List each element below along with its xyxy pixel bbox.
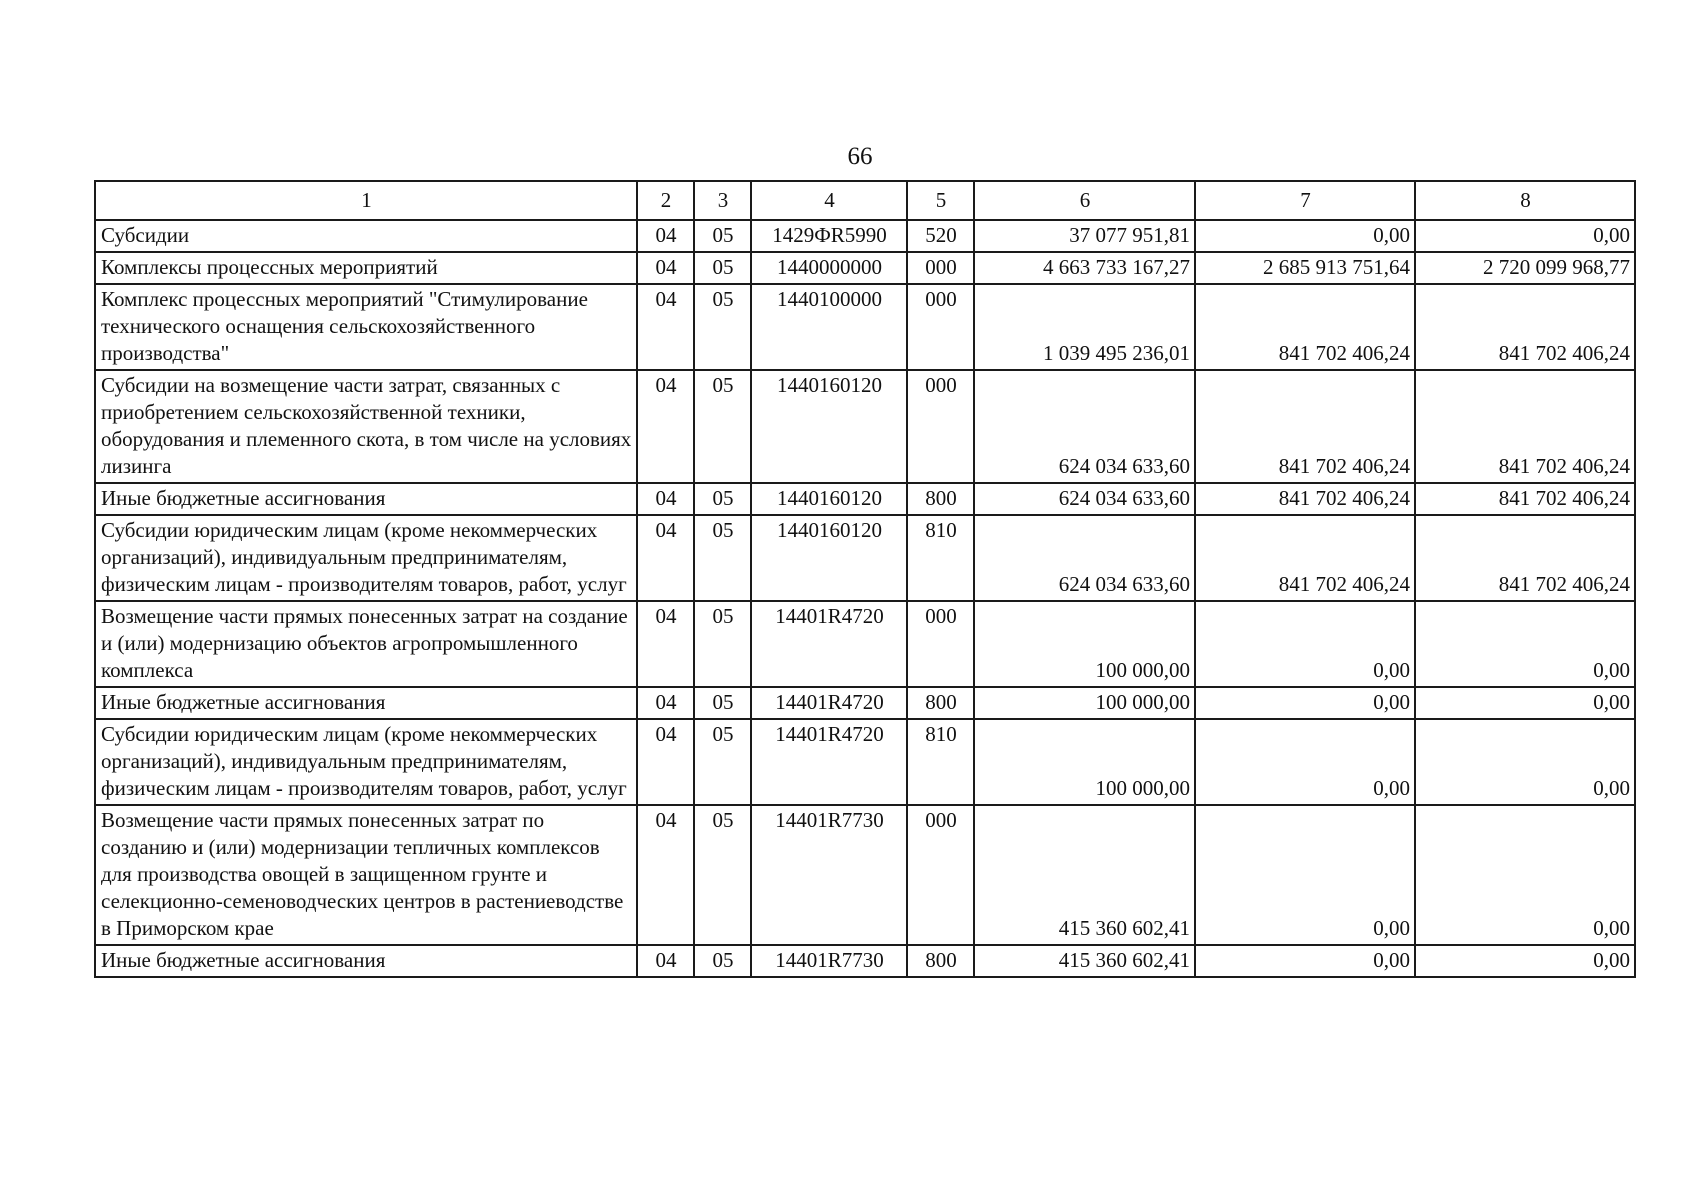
expense-type-code: 000 [907, 284, 974, 370]
amount-col7: 841 702 406,24 [1195, 284, 1415, 370]
amount-col8: 0,00 [1415, 945, 1635, 977]
section-code: 04 [637, 284, 694, 370]
expense-type-code: 800 [907, 483, 974, 515]
amount-col7: 841 702 406,24 [1195, 370, 1415, 483]
row-name: Субсидии юридическим лицам (кроме некоммерческих организаций), индивидуальным предпринимателям, физическим лицам - производителям товаров, работ, услуг [95, 515, 637, 601]
subsection-code: 05 [694, 284, 751, 370]
amount-col8: 0,00 [1415, 601, 1635, 687]
table-row [95, 601, 1635, 687]
section-code: 04 [637, 601, 694, 687]
expense-type-code: 000 [907, 601, 974, 687]
section-code: 04 [637, 515, 694, 601]
subsection-code: 05 [694, 252, 751, 284]
row-name: Возмещение части прямых понесенных затрат по созданию и (или) модернизации тепличных комплексов для производства овощей в защищенном грунте и селекционно-семеноводческих центров в растениеводстве в Приморском крае [95, 805, 637, 945]
amount-col7: 0,00 [1195, 220, 1415, 252]
row-name: Комплексы процессных мероприятий [95, 252, 637, 284]
subsection-code: 05 [694, 220, 751, 252]
amount-col7: 2 685 913 751,64 [1195, 252, 1415, 284]
table-row [95, 252, 1635, 284]
amount-col6: 100 000,00 [974, 601, 1195, 687]
amount-col8: 0,00 [1415, 687, 1635, 719]
target-article-code: 14401R4720 [751, 687, 907, 719]
column-header: 8 [1415, 181, 1635, 220]
expense-type-code: 810 [907, 719, 974, 805]
subsection-code: 05 [694, 483, 751, 515]
expense-type-code: 000 [907, 252, 974, 284]
row-name: Субсидии на возмещение части затрат, связанных с приобретением сельскохозяйственной техники, оборудования и племенного скота, в том числе на условиях лизинга [95, 370, 637, 483]
subsection-code: 05 [694, 370, 751, 483]
subsection-code: 05 [694, 515, 751, 601]
section-code: 04 [637, 370, 694, 483]
amount-col8: 0,00 [1415, 719, 1635, 805]
section-code: 04 [637, 252, 694, 284]
table-row [95, 805, 1635, 945]
column-header: 4 [751, 181, 907, 220]
column-header: 3 [694, 181, 751, 220]
amount-col6: 4 663 733 167,27 [974, 252, 1195, 284]
target-article-code: 1440160120 [751, 515, 907, 601]
column-header: 6 [974, 181, 1195, 220]
budget-table [94, 180, 1636, 978]
amount-col6: 415 360 602,41 [974, 945, 1195, 977]
amount-col8: 0,00 [1415, 220, 1635, 252]
row-name: Комплекс процессных мероприятий "Стимулирование технического оснащения сельскохозяйственного производства" [95, 284, 637, 370]
row-name: Субсидии [95, 220, 637, 252]
expense-type-code: 000 [907, 805, 974, 945]
row-name: Возмещение части прямых понесенных затрат на создание и (или) модернизацию объектов агропромышленного комплекса [95, 601, 637, 687]
amount-col7: 0,00 [1195, 805, 1415, 945]
table-row [95, 483, 1635, 515]
amount-col6: 100 000,00 [974, 719, 1195, 805]
amount-col7: 841 702 406,24 [1195, 483, 1415, 515]
subsection-code: 05 [694, 719, 751, 805]
table-row [95, 515, 1635, 601]
table-row [95, 687, 1635, 719]
amount-col8: 2 720 099 968,77 [1415, 252, 1635, 284]
table-row [95, 284, 1635, 370]
page-number: 66 [847, 143, 873, 170]
section-code: 04 [637, 945, 694, 977]
expense-type-code: 000 [907, 370, 974, 483]
subsection-code: 05 [694, 945, 751, 977]
amount-col8: 841 702 406,24 [1415, 284, 1635, 370]
amount-col8: 841 702 406,24 [1415, 515, 1635, 601]
expense-type-code: 800 [907, 687, 974, 719]
table-row [95, 220, 1635, 252]
subsection-code: 05 [694, 601, 751, 687]
table-row [95, 945, 1635, 977]
amount-col7: 0,00 [1195, 945, 1415, 977]
table-row [95, 719, 1635, 805]
amount-col6: 100 000,00 [974, 687, 1195, 719]
row-name: Субсидии юридическим лицам (кроме некоммерческих организаций), индивидуальным предпринимателям, физическим лицам - производителям товаров, работ, услуг [95, 719, 637, 805]
subsection-code: 05 [694, 687, 751, 719]
amount-col8: 841 702 406,24 [1415, 370, 1635, 483]
section-code: 04 [637, 483, 694, 515]
target-article-code: 14401R4720 [751, 601, 907, 687]
target-article-code: 1440100000 [751, 284, 907, 370]
column-header: 2 [637, 181, 694, 220]
section-code: 04 [637, 805, 694, 945]
amount-col6: 37 077 951,81 [974, 220, 1195, 252]
amount-col6: 624 034 633,60 [974, 515, 1195, 601]
amount-col6: 1 039 495 236,01 [974, 284, 1195, 370]
amount-col7: 0,00 [1195, 719, 1415, 805]
target-article-code: 14401R4720 [751, 719, 907, 805]
row-name: Иные бюджетные ассигнования [95, 945, 637, 977]
amount-col7: 0,00 [1195, 687, 1415, 719]
expense-type-code: 800 [907, 945, 974, 977]
amount-col6: 624 034 633,60 [974, 483, 1195, 515]
target-article-code: 14401R7730 [751, 805, 907, 945]
target-article-code: 1440160120 [751, 483, 907, 515]
target-article-code: 14401R7730 [751, 945, 907, 977]
section-code: 04 [637, 220, 694, 252]
section-code: 04 [637, 719, 694, 805]
expense-type-code: 810 [907, 515, 974, 601]
target-article-code: 1440160120 [751, 370, 907, 483]
section-code: 04 [637, 687, 694, 719]
row-name: Иные бюджетные ассигнования [95, 483, 637, 515]
row-name: Иные бюджетные ассигнования [95, 687, 637, 719]
amount-col8: 841 702 406,24 [1415, 483, 1635, 515]
expense-type-code: 520 [907, 220, 974, 252]
amount-col8: 0,00 [1415, 805, 1635, 945]
column-header: 5 [907, 181, 974, 220]
column-header: 7 [1195, 181, 1415, 220]
amount-col7: 841 702 406,24 [1195, 515, 1415, 601]
amount-col6: 624 034 633,60 [974, 370, 1195, 483]
target-article-code: 1429ФR5990 [751, 220, 907, 252]
amount-col7: 0,00 [1195, 601, 1415, 687]
header-row [95, 181, 1635, 220]
subsection-code: 05 [694, 805, 751, 945]
target-article-code: 1440000000 [751, 252, 907, 284]
column-header: 1 [95, 181, 637, 220]
amount-col6: 415 360 602,41 [974, 805, 1195, 945]
table-row [95, 370, 1635, 483]
